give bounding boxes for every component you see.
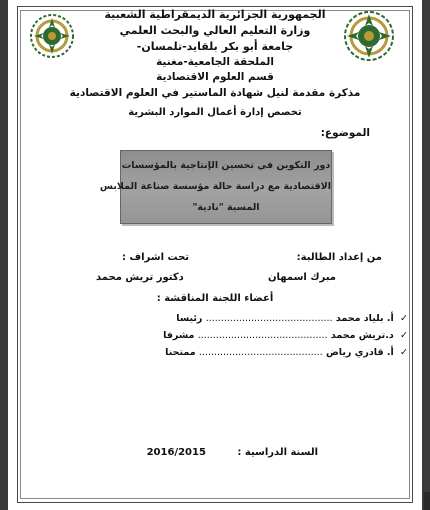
student-label: من إعداد الطالبة: xyxy=(296,252,382,263)
header-specialization: تخصص إدارة أعمال الموارد البشرية xyxy=(128,107,302,118)
member-name: د.تريش محمد xyxy=(330,330,394,341)
academic-year-label: السنة الدراسية : xyxy=(237,447,318,458)
check-icon: ✓ xyxy=(400,347,408,358)
subject-line-3: المسية "نادية" xyxy=(192,202,260,213)
committee-title: أعضاء اللجنة المناقشة : xyxy=(156,293,274,304)
subject-line-2: الاقتصادية مع دراسة حالة مؤسسة صناعة الملابس xyxy=(99,181,331,192)
header-annex: الملحقة الجامعية-مغنية xyxy=(156,56,274,68)
subject-title-box xyxy=(99,150,332,224)
document-page xyxy=(8,0,422,510)
member-name: أ. قادري رياض xyxy=(326,347,394,358)
member-role: مشرفا xyxy=(163,330,195,341)
viewer-edge xyxy=(424,492,430,510)
academic-year-value: 2016/2015 xyxy=(146,447,206,458)
supervisor-name: دكتور تريش محمد xyxy=(96,272,184,283)
committee-member-row xyxy=(165,347,408,358)
committee-member-row xyxy=(163,330,408,341)
member-name: أ. بلياد محمد xyxy=(335,313,394,324)
supervisor-label: تحت اشراف : xyxy=(122,252,190,263)
member-dots: ......................................... xyxy=(198,347,323,358)
header-thesis-statement: مذكرة مقدمة لنيل شهادة الماستير في العلوم الاقتصادية xyxy=(69,87,361,99)
member-dots: .......................................... xyxy=(205,313,333,324)
committee-member-row xyxy=(176,313,408,324)
check-icon: ✓ xyxy=(400,330,408,341)
member-dots: ........................................... xyxy=(197,330,328,341)
member-role: ممتحنا xyxy=(165,347,196,358)
subject-line-1: دور التكوين في تحسين الإنتاجية بالمؤسسات xyxy=(121,160,331,171)
header-ministry: وزارة التعليم العالي والبحث العلمي xyxy=(119,24,311,37)
academic-year xyxy=(147,447,318,458)
header-university: جامعة أبو بكر بلقايد-تلمسان- xyxy=(136,40,294,53)
subject-label: الموضوع: xyxy=(320,127,370,139)
header-department: قسم العلوم الاقتصادية xyxy=(156,71,274,83)
check-icon: ✓ xyxy=(400,313,408,324)
header-republic: الجمهورية الجزائرية الديمقراطية الشعبية xyxy=(104,8,326,21)
student-name: مبرك اسمهان xyxy=(268,272,336,283)
member-role: رئيسا xyxy=(176,313,203,324)
